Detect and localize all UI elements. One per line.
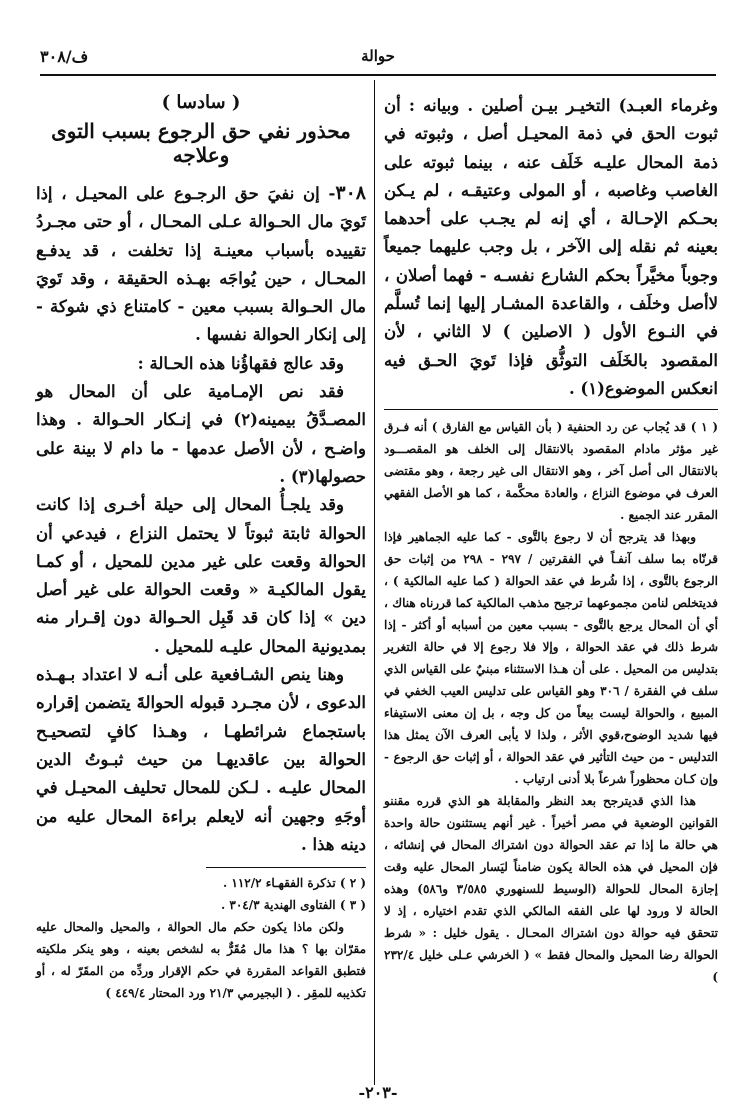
- page-reference: ف/٣٠٨: [40, 47, 89, 66]
- footnote-3: ( ٣ ) الفتاوى الهندية ٣٠٤/٣ .: [221, 898, 366, 913]
- paragraph-308: [36, 179, 366, 350]
- section-title: محذور نفي حق الرجوع بسبب التوى وعلاجه: [51, 119, 351, 167]
- section-label: ( سادسا ): [161, 92, 241, 113]
- page-number: -٢٠٣-: [358, 1083, 398, 1102]
- footnote-rule: [384, 409, 718, 410]
- right-column: [384, 92, 718, 988]
- column-divider: [374, 80, 375, 1085]
- paragraph: وهنا ينص الشـافعية على أنـه لا اعتداد بـهـذه الدعوى ، لأن مجـرد قبوله الحوالةَ يتضمن إقراره باستجماع شرائطهـا ، وهـذا كافٍ لتصحيـح الحوالة بين عاقديهـا من حيث ثبـوتُ الدين المحال عليـه . لـكن للمحال تحليف المحيـل في أوجَهِ وجهين أنه لايعلم براءة المحال عليه من دينه هذا .: [36, 665, 366, 854]
- footnote-rule: [206, 867, 366, 868]
- page-header: [40, 45, 716, 71]
- paragraph-number: ٣٠٨: [335, 182, 366, 204]
- footnote-2: ( ٢ ) تذكرة الفقهـاء ١١٢/٢ .: [223, 876, 366, 891]
- paragraph-text: - إن نفيَ حق الرجـوع على المحيـل ، إذا تَويَ مال الحـوالة عـلى المحـال ، أو حتى مجـردُ تقييده بأسباب معينـة إذا تخلفت ، قد يدفـع المحـال ، حين يُواجَه بهـذه الحقيقة ، وقد تَويَ مال الحـوالة بسبب معين - كامتناع ذي شوكة - إلى إنكار الحوالة نفسها .: [36, 184, 366, 345]
- paragraph: فقد نص الإمـامية على أن المحال هو المصـدَّقُ بيمينه(٢) في إنـكار الحـوالة . وهذا واضـح ، لأن الأصل عدمها - ما دام لا بينة على حصولها(٣) .: [36, 382, 366, 486]
- paragraph: وقد يلجـأُ المحال إلى حيلة أخـرى إذا كانت الحوالة ثابتة ثبوتاً لا يحتمل النزاع ، فيدعي أن الحوالة وقعت على غير مدين للمحيل ، أو كمـا يقول المالكيـة « وقعت الحوالة على غير أصل دين » إذا كان قد قَبِل الحـوالة دون إقـرار منه بمديونية المحال عليـه للمحيل .: [36, 495, 366, 656]
- footnote-continuation: ولكن ماذا يكون حكم مال الحوالة ، والمحيل والمحال عليه مقرّان بها ؟ هذا مال مُقَرٌّ به لشخص بعينه ، وهو ينكر ملكيته فتطبق القواعد المقررة في حكم الإقرار وردِّه من المقَرّ له ، أو تكذيبه للمقِر . ( البجيرمي ٢١/٣ ورد المحتار ٤٤٩/٤ ): [36, 920, 366, 1001]
- right-paragraph: وغرماء العبـد) التخيـر بيـن أصلين . وبيانه : أن ثبوت الحق في ذمة المحيـل أصل ، وثبوته في ذمة المحال عليـه خَلَف عنه ، بينما ثبوته على الغاصب وغاصبه ، أو المولى وعتيقـه ، لم يـكن بحـكم الإحـالة ، أي إنه لم يجـب على أحدهما بعينه ثم نقله إلى الآخر ، بل وجب عليهما جميعاً وجوباً مخيَّراً بحكم الشارع نفسـه - فهما أصلان ، لاأصل وخلَف ، والقاعدة المشـار إليها إنما تُسلَّم في النـوع الأول ( الاصلين ) لا الثاني ، لأن المقصود بالخَلَف التوثُّق فإذا تَويَ الحـق فيه انعكس الموضوع(١) .: [384, 96, 718, 398]
- header-rule: [40, 74, 716, 76]
- running-title: حوالة: [361, 47, 395, 65]
- footnote-continuation: وبهذا قد يترجح أن لا رجوع بالتَّوى - كما عليه الجماهير فإذا قرنّاه بما سلف آنفـاً في الفقرتين / ٢٩٧ - ٢٩٨ من إثبات حق الرجوع بالتَّوى ، إذا شُرط في عقد الحوالة ( كما عليه المالكية ) ، فديتخلص لنامن مجموعهما ترجيح مذهب المالكية كما قررناه هناك ، أي أن المحال يرجع بالتَّوى - بسبب معين من أسبابه أو أكثر - إذا شرط ذلك في عقد الحوالة ، وإلا فلا رجوع إلا في حالة التغرير بتدليس من المحيل . على أن هـذا الاستثناء مبنيٌ على القياس الذي سلف في الفقرة / ٣٠٦ وهو القياس على تدليس العيب الخفي في المبيع ، والحوالة ليست بيعاً من كل وجه ، بل إن معنى الاستيفاء فيها شديد الوضوح،قوي الأثر ، ولذا لا يأبى العرف الآن يمثل هذا التدليس - من حيث التأثير في عقد الحوالة ، أو إثبات حق الرجوع - وإن كـان محظوراً شرعاً بلا أدنى ارتياب .: [384, 530, 718, 787]
- paragraph: وقد عالج فقهاؤُنا هذه الحـالة :: [137, 353, 344, 373]
- footnote-continuation: هذا الذي قديترجح بعد النظر والمقابلة هو الذي قرره مقننو القوانين الوضعية في مصر أخيراً . غير أنهم يستثنون حالة واحدة هي حالة ما إذا تم عقد الحوالة دون اشتراك المحال في إنشائه ، فإن المحيل في هذه الحالة يكون ضامناً ليَسار المحال عليه وقت إجازة المحال للحوالة (الوسيط للسنهوري ٣/٥٨٥ و٥٨٦) وهذه الحالة لا ورود لها على الفقه المالكي الذي تقدم اختياره ، إذ لا تتحقق فيه حوالة دون اشتراك المحـال . يقول خليل : « شرط الحوالة رضا المحيل والمحال فقط » ( الخرشي عـلى خليل ٢٣٢/٤ ): [384, 794, 718, 985]
- footnote-1: ( ١ ) قد يُجاب عن رد الحنفية ( بأن القياس مع الفارق ) أنه فـرق غير مؤثر مادام المقصود بالانتقال إلى الخلف هو المقصـــود بالانتقال الى أصل آخر ، وهو الانتقال الى غير رجعة ، وهو مقتضى العرف في موضوع النزاع ، والعادة محكَّمة ، كما هو الأصل الفقهي المقرر عند الجميع .: [384, 420, 718, 523]
- left-column: [36, 92, 366, 1004]
